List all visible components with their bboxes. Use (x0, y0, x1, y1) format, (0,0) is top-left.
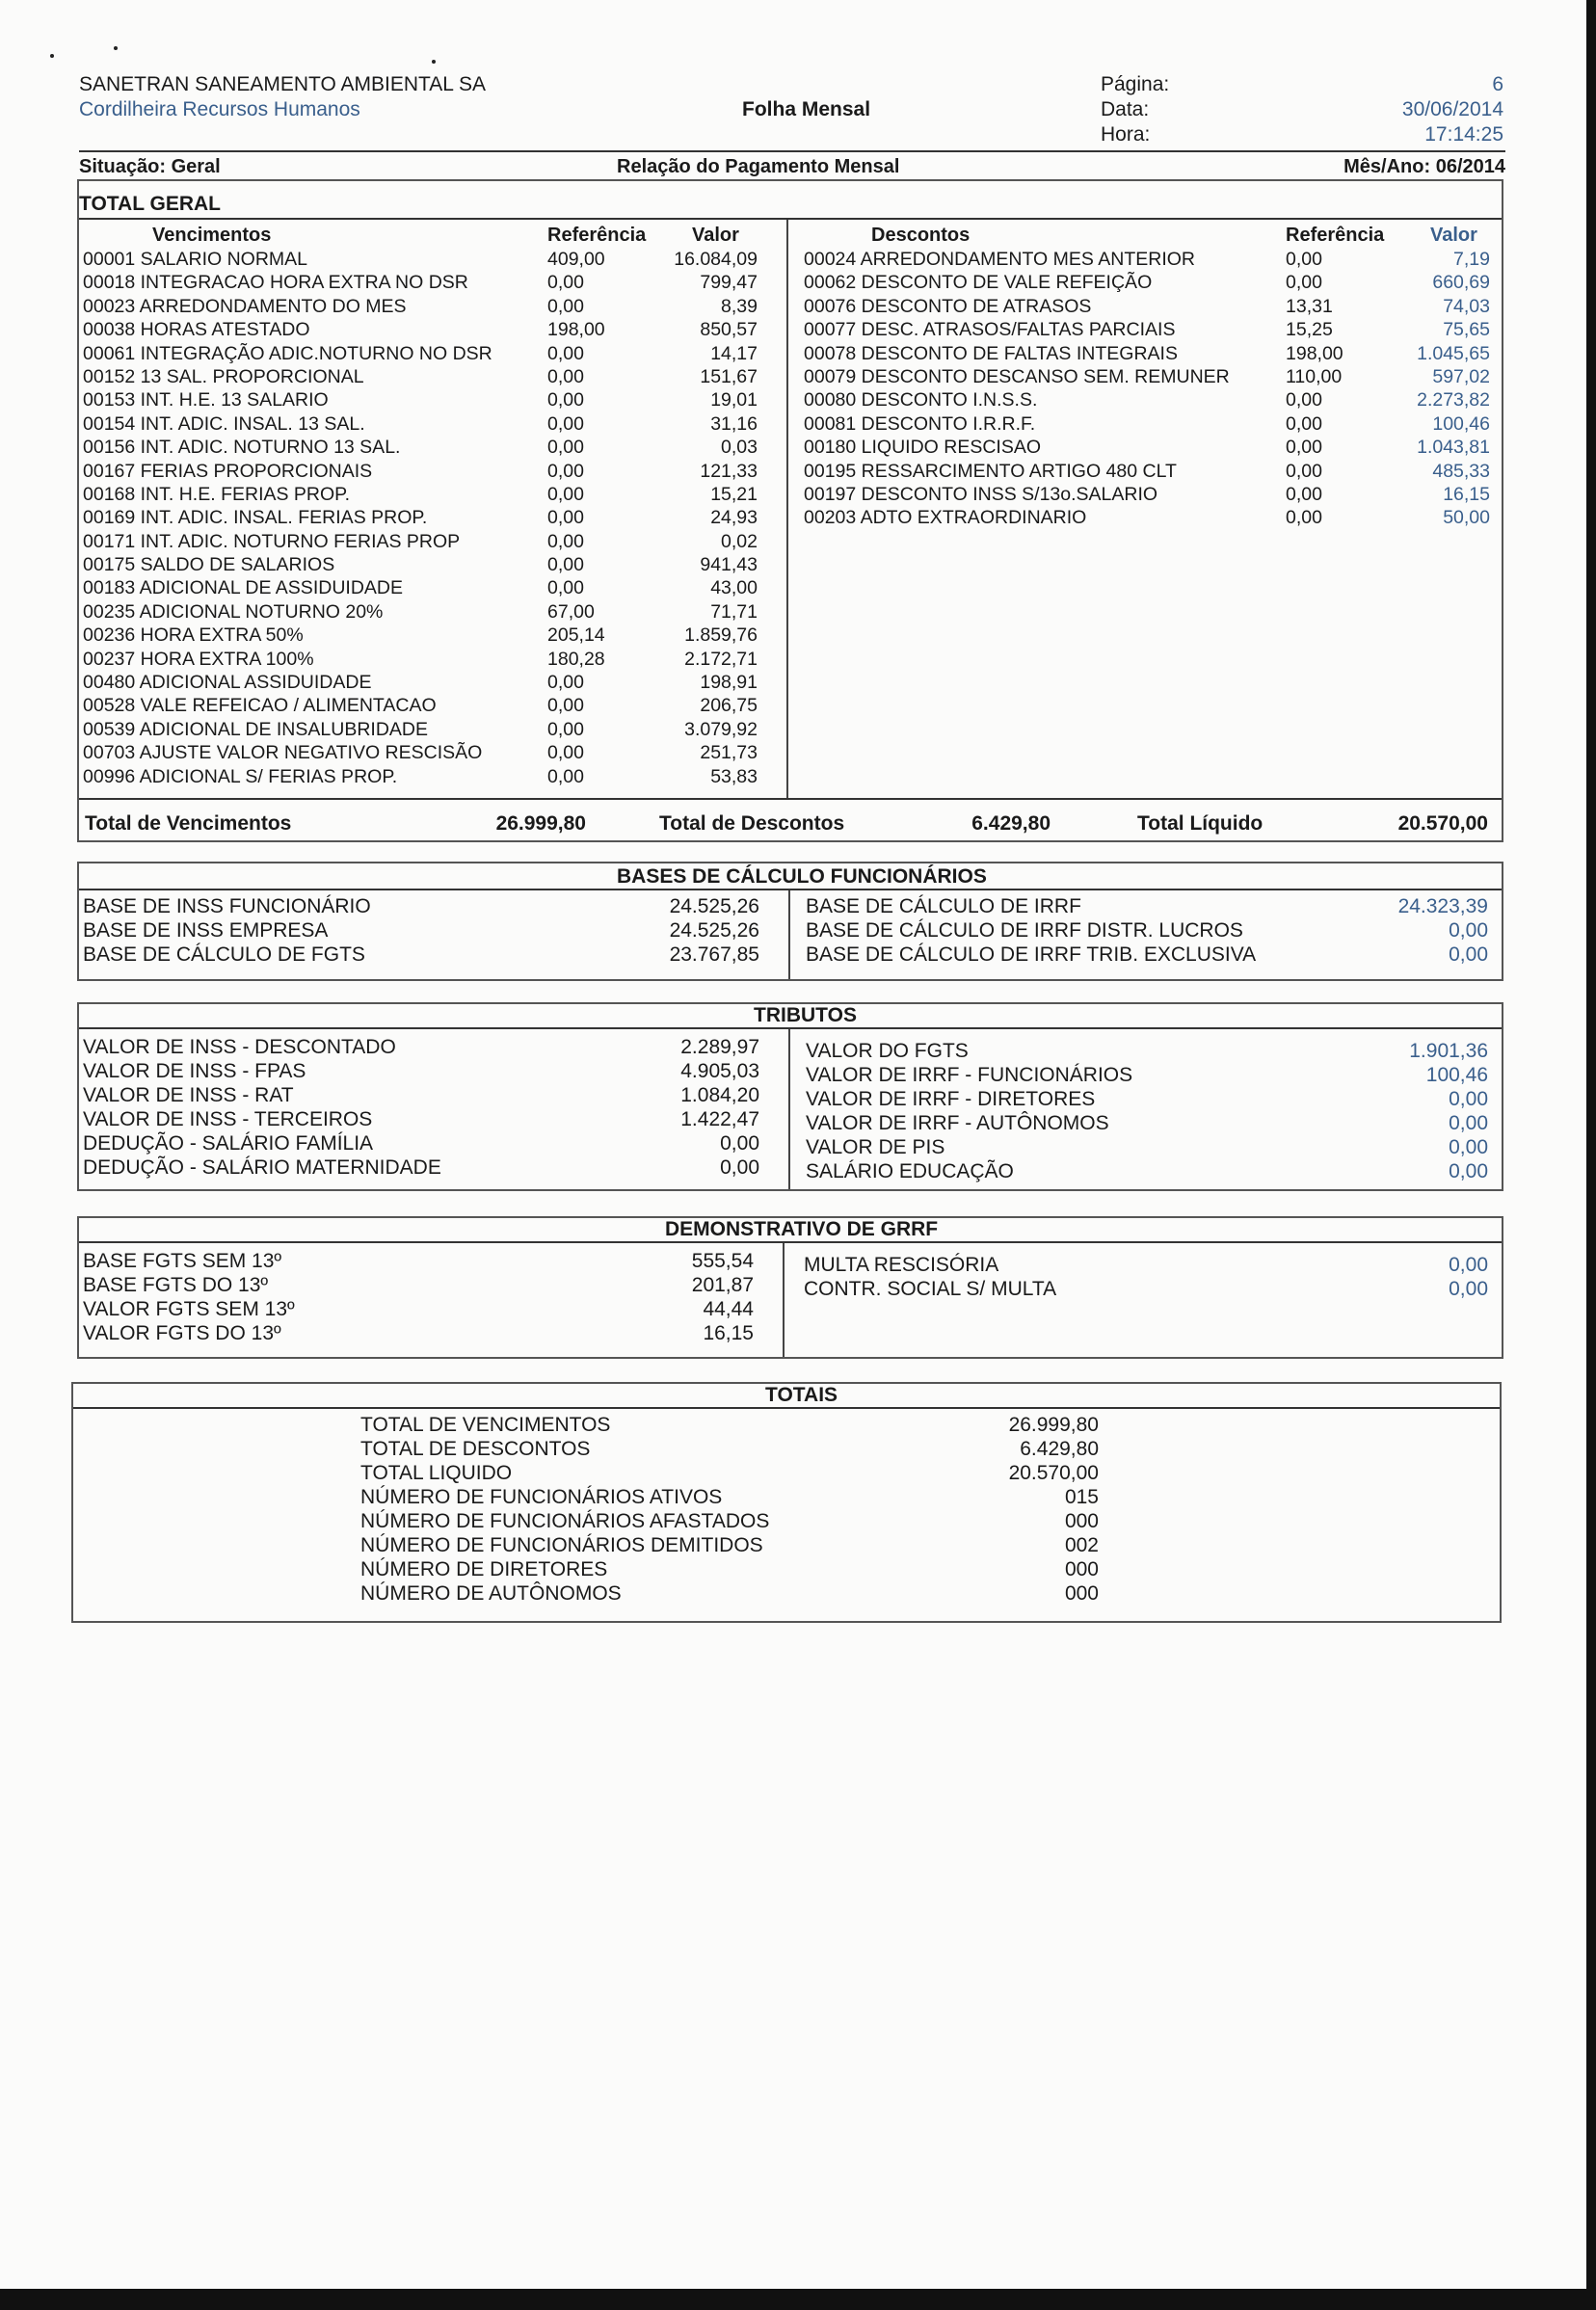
item-label: VALOR DE IRRF - AUTÔNOMOS (806, 1112, 1109, 1134)
item-value: 44,44 (703, 1298, 754, 1320)
table-row (804, 342, 1490, 365)
desconto-val: 1.045,65 (1417, 342, 1490, 364)
item-value: 24.323,39 (1397, 895, 1488, 917)
desconto-desc: 00203 ADTO EXTRAORDINARIO (804, 507, 1087, 529)
item-label: DEDUÇÃO - SALÁRIO FAMÍLIA (83, 1132, 374, 1155)
company-name: SANETRAN SANEAMENTO AMBIENTAL SA (79, 73, 487, 95)
list-item (806, 1135, 1488, 1159)
list-item (806, 918, 1488, 943)
item-value: 0,00 (720, 1156, 759, 1179)
vencimento-desc: 00168 INT. H.E. FERIAS PROP. (83, 483, 351, 505)
vencimento-desc: 00528 VALE REFEICAO / ALIMENTACAO (83, 695, 437, 717)
item-label: VALOR DE IRRF - DIRETORES (806, 1088, 1096, 1110)
relation-title: Relação do Pagamento Mensal (617, 156, 900, 177)
table-row (804, 460, 1490, 483)
vencimento-val: 941,43 (700, 554, 758, 576)
item-label: BASE DE CÁLCULO DE IRRF TRIB. EXCLUSIVA (806, 943, 1257, 966)
vencimento-val: 71,71 (710, 600, 758, 623)
desconto-desc: 00078 DESCONTO DE FALTAS INTEGRAIS (804, 342, 1178, 364)
desconto-desc: 00195 RESSARCIMENTO ARTIGO 480 CLT (804, 460, 1177, 482)
item-value: 1.084,20 (680, 1084, 759, 1106)
scan-speck (432, 60, 436, 64)
table-row (83, 648, 758, 671)
total-vencimentos-label: Total de Vencimentos (85, 812, 292, 835)
table-row (83, 624, 758, 647)
list-item (806, 1111, 1488, 1135)
item-label: BASE DE INSS EMPRESA (83, 919, 329, 942)
desconto-ref: 198,00 (1286, 342, 1343, 364)
list-item (83, 1131, 759, 1155)
item-value: 16,15 (703, 1322, 754, 1344)
list-item (360, 1557, 1099, 1581)
tributos-column-divider (788, 1029, 790, 1189)
totais-title: TOTAIS (765, 1384, 838, 1406)
list-item (360, 1413, 1099, 1437)
grrf-column-divider (783, 1243, 785, 1357)
item-label: VALOR FGTS DO 13º (83, 1322, 281, 1344)
scan-edge-shadow (1586, 0, 1596, 2310)
vencimento-desc: 00154 INT. ADIC. INSAL. 13 SAL. (83, 412, 365, 435)
item-value: 201,87 (691, 1274, 754, 1296)
item-label: VALOR DE INSS - TERCEIROS (83, 1108, 373, 1130)
vencimento-val: 53,83 (710, 765, 758, 787)
item-value: 000 (1064, 1510, 1099, 1532)
vencimento-ref: 0,00 (547, 507, 584, 529)
table-row (804, 271, 1490, 294)
vencimento-ref: 0,00 (547, 672, 584, 694)
vencimento-ref: 0,00 (547, 437, 584, 459)
totals-line-divider (79, 798, 1502, 800)
vencimento-desc: 00236 HORA EXTRA 50% (83, 624, 304, 647)
item-label: BASE DE CÁLCULO DE FGTS (83, 943, 365, 966)
vencimento-val: 3.079,92 (684, 718, 758, 740)
desconto-val: 100,46 (1432, 412, 1490, 435)
month-year: Mês/Ano: 06/2014 (1343, 156, 1505, 177)
scan-speck (114, 46, 118, 50)
table-row (83, 365, 758, 388)
item-value: 0,00 (1449, 1160, 1488, 1182)
grrf-title: DEMONSTRATIVO DE GRRF (665, 1218, 939, 1240)
item-label: NÚMERO DE FUNCIONÁRIOS AFASTADOS (360, 1510, 770, 1532)
header-divider (79, 150, 1505, 152)
desconto-desc: 00062 DESCONTO DE VALE REFEIÇÃO (804, 272, 1153, 294)
item-label: BASE DE CÁLCULO DE IRRF DISTR. LUCROS (806, 919, 1243, 942)
item-value: 555,54 (691, 1250, 754, 1272)
vencimentos-ref-header: Referência (547, 225, 647, 246)
list-item (804, 1253, 1488, 1277)
table-row (804, 506, 1490, 529)
item-label: VALOR DE IRRF - FUNCIONÁRIOS (806, 1064, 1133, 1086)
vencimento-ref: 0,00 (547, 295, 584, 317)
item-value: 002 (1064, 1534, 1099, 1556)
vencimento-val: 1.859,76 (684, 624, 758, 647)
list-item (83, 1059, 759, 1083)
table-row (83, 436, 758, 459)
list-item (806, 943, 1488, 967)
vencimento-val: 15,21 (710, 483, 758, 505)
item-label: BASE DE CÁLCULO DE IRRF (806, 895, 1081, 917)
vencimento-ref: 205,14 (547, 624, 605, 647)
item-value: 0,00 (1449, 1278, 1488, 1300)
desconto-desc: 00197 DESCONTO INSS S/13o.SALARIO (804, 483, 1158, 505)
bases-right-list (806, 894, 1488, 967)
vencimento-desc: 00156 INT. ADIC. NOTURNO 13 SAL. (83, 437, 401, 459)
desconto-desc: 00081 DESCONTO I.R.R.F. (804, 412, 1036, 435)
list-item (360, 1437, 1099, 1461)
vencimento-val: 0,02 (721, 530, 758, 552)
table-row (804, 365, 1490, 388)
table-row (83, 553, 758, 576)
vencimento-ref: 0,00 (547, 342, 584, 364)
vencimento-ref: 0,00 (547, 718, 584, 740)
item-label: CONTR. SOCIAL S/ MULTA (804, 1278, 1057, 1300)
desconto-desc: 00024 ARREDONDAMENTO MES ANTERIOR (804, 249, 1195, 270)
bases-title: BASES DE CÁLCULO FUNCIONÁRIOS (617, 865, 987, 888)
list-item (360, 1581, 1099, 1606)
page-label: Página: (1101, 73, 1170, 95)
list-item (83, 1297, 754, 1321)
vencimento-ref: 0,00 (547, 460, 584, 482)
table-row (83, 318, 758, 341)
vencimento-desc: 00167 FERIAS PROPORCIONAIS (83, 460, 373, 482)
desconto-val: 16,15 (1443, 483, 1490, 505)
desconto-desc: 00077 DESC. ATRASOS/FALTAS PARCIAIS (804, 319, 1176, 341)
desconto-val: 1.043,81 (1417, 437, 1490, 459)
item-value: 24.525,26 (669, 919, 759, 942)
grrf-divider (79, 1241, 1502, 1243)
item-value: 0,00 (1449, 1088, 1488, 1110)
vencimento-val: 19,01 (710, 389, 758, 412)
item-label: NÚMERO DE AUTÔNOMOS (360, 1582, 622, 1605)
item-label: SALÁRIO EDUCAÇÃO (806, 1160, 1014, 1182)
date-label: Data: (1101, 98, 1150, 120)
list-item (83, 1321, 754, 1345)
desconto-ref: 0,00 (1286, 437, 1322, 459)
item-label: VALOR DE INSS - RAT (83, 1084, 294, 1106)
table-row (804, 318, 1490, 341)
total-liquido-label: Total Líquido (1137, 812, 1264, 835)
table-row (83, 506, 758, 529)
total-liquido-value: 20.570,00 (1397, 812, 1488, 835)
vencimento-ref: 0,00 (547, 554, 584, 576)
item-value: 0,00 (720, 1132, 759, 1155)
item-value: 0,00 (1449, 943, 1488, 966)
vencimento-val: 0,03 (721, 437, 758, 459)
desconto-desc: 00079 DESCONTO DESCANSO SEM. REMUNER (804, 365, 1230, 387)
list-item (83, 918, 759, 943)
date-value: 30/06/2014 (1401, 98, 1503, 120)
desconto-ref: 0,00 (1286, 249, 1322, 270)
descontos-header: Descontos (871, 225, 971, 246)
item-value: 000 (1064, 1582, 1099, 1605)
desconto-desc: 00180 LIQUIDO RESCISAO (804, 437, 1042, 459)
table-row (83, 741, 758, 764)
bases-divider (79, 889, 1502, 890)
table-row (804, 388, 1490, 412)
descontos-val-header: Valor (1430, 225, 1477, 246)
descontos-ref-header: Referência (1286, 225, 1385, 246)
bases-column-divider (788, 890, 790, 979)
vencimento-desc: 00183 ADICIONAL DE ASSIDUIDADE (83, 577, 403, 599)
vencimento-val: 31,16 (710, 412, 758, 435)
desconto-val: 2.273,82 (1417, 389, 1490, 412)
list-item (806, 1063, 1488, 1087)
item-value: 20.570,00 (1008, 1462, 1099, 1484)
desconto-val: 7,19 (1453, 249, 1490, 270)
list-item (360, 1509, 1099, 1533)
grrf-right-list (804, 1253, 1488, 1301)
desconto-val: 597,02 (1432, 365, 1490, 387)
item-label: VALOR DE PIS (806, 1136, 945, 1158)
table-row (83, 718, 758, 741)
table-row (83, 483, 758, 506)
desconto-ref: 13,31 (1286, 295, 1333, 317)
item-value: 100,46 (1425, 1064, 1488, 1086)
list-item (806, 1159, 1488, 1183)
table-row (83, 576, 758, 599)
scan-speck (50, 54, 54, 58)
totais-divider (73, 1407, 1500, 1409)
vencimento-desc: 00237 HORA EXTRA 100% (83, 648, 314, 670)
vencimentos-val-header: Valor (692, 225, 739, 246)
vencimentos-header: Vencimentos (152, 225, 272, 246)
table-row (83, 671, 758, 694)
total-geral-divider (79, 218, 1502, 220)
list-item (83, 1107, 759, 1131)
vencimento-ref: 0,00 (547, 530, 584, 552)
vencimento-val: 206,75 (700, 695, 758, 717)
table-row (83, 694, 758, 717)
item-value: 23.767,85 (669, 943, 759, 966)
item-label: DEDUÇÃO - SALÁRIO MATERNIDADE (83, 1156, 441, 1179)
vencimento-desc: 00023 ARREDONDAMENTO DO MES (83, 295, 407, 317)
total-geral-title: TOTAL GERAL (79, 193, 221, 215)
vencimento-val: 14,17 (710, 342, 758, 364)
totais-list (360, 1413, 1099, 1606)
vencimento-val: 43,00 (710, 577, 758, 599)
table-row (804, 436, 1490, 459)
department-name: Cordilheira Recursos Humanos (79, 98, 360, 120)
vencimento-val: 799,47 (700, 272, 758, 294)
table-row (83, 388, 758, 412)
desconto-ref: 0,00 (1286, 272, 1322, 294)
table-row (83, 765, 758, 788)
item-value: 0,00 (1449, 1254, 1488, 1276)
desconto-ref: 0,00 (1286, 507, 1322, 529)
total-descontos-label: Total de Descontos (659, 812, 845, 835)
item-label: VALOR DE INSS - FPAS (83, 1060, 306, 1082)
list-item (83, 1273, 754, 1297)
total-descontos-value: 6.429,80 (971, 812, 1051, 835)
total-vencimentos-value: 26.999,80 (495, 812, 586, 835)
table-row (83, 460, 758, 483)
vencimento-ref: 180,28 (547, 648, 605, 670)
vencimento-desc: 00061 INTEGRAÇÃO ADIC.NOTURNO NO DSR (83, 342, 492, 364)
item-label: VALOR FGTS SEM 13º (83, 1298, 295, 1320)
item-label: NÚMERO DE FUNCIONÁRIOS ATIVOS (360, 1486, 723, 1508)
tributos-divider (79, 1027, 1502, 1029)
item-value: 24.525,26 (669, 895, 759, 917)
tributos-left-list (83, 1035, 759, 1180)
list-item (83, 1155, 759, 1180)
bases-left-list (83, 894, 759, 967)
desconto-ref: 0,00 (1286, 389, 1322, 412)
item-value: 1.422,47 (680, 1108, 759, 1130)
vencimento-val: 121,33 (700, 460, 758, 482)
vencimento-desc: 00539 ADICIONAL DE INSALUBRIDADE (83, 718, 428, 740)
vencimento-desc: 00018 INTEGRACAO HORA EXTRA NO DSR (83, 272, 468, 294)
desconto-val: 660,69 (1432, 272, 1490, 294)
table-row (83, 342, 758, 365)
item-label: NÚMERO DE FUNCIONÁRIOS DEMITIDOS (360, 1534, 763, 1556)
list-item (360, 1461, 1099, 1485)
page-number: 6 (1492, 73, 1503, 95)
report-title: Folha Mensal (742, 98, 871, 120)
table-row (804, 412, 1490, 436)
vencimento-val: 24,93 (710, 507, 758, 529)
list-item (83, 1083, 759, 1107)
desconto-ref: 15,25 (1286, 319, 1333, 341)
vencimento-ref: 0,00 (547, 742, 584, 764)
table-row (83, 271, 758, 294)
list-item (360, 1485, 1099, 1509)
columns-divider (786, 220, 788, 798)
item-label: BASE FGTS SEM 13º (83, 1250, 282, 1272)
list-item (806, 894, 1488, 918)
item-label: VALOR DE INSS - DESCONTADO (83, 1036, 396, 1058)
table-row (804, 483, 1490, 506)
vencimento-ref: 0,00 (547, 365, 584, 387)
vencimento-desc: 00703 AJUSTE VALOR NEGATIVO RESCISÃO (83, 742, 483, 764)
list-item (806, 1087, 1488, 1111)
scan-bottom-shadow (0, 2289, 1596, 2310)
table-row (804, 248, 1490, 271)
desconto-val: 485,33 (1432, 460, 1490, 482)
situation-label: Situação: Geral (79, 156, 221, 177)
desconto-desc: 00080 DESCONTO I.N.S.S. (804, 389, 1038, 412)
list-item (83, 943, 759, 967)
vencimento-ref: 0,00 (547, 272, 584, 294)
vencimento-desc: 00153 INT. H.E. 13 SALARIO (83, 389, 329, 412)
item-value: 000 (1064, 1558, 1099, 1580)
item-value: 26.999,80 (1008, 1414, 1099, 1436)
vencimento-desc: 00235 ADICIONAL NOTURNO 20% (83, 600, 384, 623)
vencimento-ref: 409,00 (547, 249, 605, 270)
table-row (83, 600, 758, 624)
vencimento-ref: 198,00 (547, 319, 605, 341)
desconto-val: 75,65 (1443, 319, 1490, 341)
desconto-ref: 0,00 (1286, 483, 1322, 505)
list-item (360, 1533, 1099, 1557)
vencimento-val: 198,91 (700, 672, 758, 694)
vencimento-val: 151,67 (700, 365, 758, 387)
grrf-left-list (83, 1249, 754, 1345)
table-row (83, 530, 758, 553)
desconto-desc: 00076 DESCONTO DE ATRASOS (804, 295, 1092, 317)
vencimento-val: 251,73 (700, 742, 758, 764)
item-label: BASE FGTS DO 13º (83, 1274, 269, 1296)
vencimento-desc: 00996 ADICIONAL S/ FERIAS PROP. (83, 765, 398, 787)
vencimentos-list (83, 248, 758, 788)
time-label: Hora: (1101, 123, 1151, 146)
tributos-right-list (806, 1039, 1488, 1183)
item-value: 0,00 (1449, 919, 1488, 942)
item-value: 4.905,03 (680, 1060, 759, 1082)
vencimento-val: 16.084,09 (674, 249, 758, 270)
item-label: TOTAL DE VENCIMENTOS (360, 1414, 611, 1436)
vencimento-ref: 67,00 (547, 600, 595, 623)
table-row (83, 412, 758, 436)
desconto-ref: 0,00 (1286, 412, 1322, 435)
vencimento-desc: 00001 SALARIO NORMAL (83, 249, 308, 270)
vencimento-desc: 00171 INT. ADIC. NOTURNO FERIAS PROP (83, 530, 461, 552)
list-item (83, 1035, 759, 1059)
vencimento-ref: 0,00 (547, 389, 584, 412)
vencimento-ref: 0,00 (547, 765, 584, 787)
vencimento-ref: 0,00 (547, 483, 584, 505)
vencimento-desc: 00480 ADICIONAL ASSIDUIDADE (83, 672, 372, 694)
vencimento-desc: 00152 13 SAL. PROPORCIONAL (83, 365, 364, 387)
vencimento-desc: 00169 INT. ADIC. INSAL. FERIAS PROP. (83, 507, 428, 529)
table-row (83, 295, 758, 318)
item-label: VALOR DO FGTS (806, 1040, 969, 1062)
item-value: 2.289,97 (680, 1036, 759, 1058)
table-row (83, 248, 758, 271)
vencimento-ref: 0,00 (547, 695, 584, 717)
item-value: 0,00 (1449, 1112, 1488, 1134)
list-item (806, 1039, 1488, 1063)
vencimento-desc: 00175 SALDO DE SALARIOS (83, 554, 335, 576)
item-label: TOTAL DE DESCONTOS (360, 1438, 591, 1460)
list-item (804, 1277, 1488, 1301)
vencimento-desc: 00038 HORAS ATESTADO (83, 319, 310, 341)
item-label: TOTAL LIQUIDO (360, 1462, 513, 1484)
table-row (804, 295, 1490, 318)
vencimento-val: 2.172,71 (684, 648, 758, 670)
desconto-val: 74,03 (1443, 295, 1490, 317)
item-label: MULTA RESCISÓRIA (804, 1254, 999, 1276)
desconto-val: 50,00 (1443, 507, 1490, 529)
item-value: 6.429,80 (1020, 1438, 1099, 1460)
item-value: 0,00 (1449, 1136, 1488, 1158)
item-value: 1.901,36 (1409, 1040, 1488, 1062)
tributos-title: TRIBUTOS (754, 1004, 857, 1026)
vencimento-ref: 0,00 (547, 412, 584, 435)
list-item (83, 1249, 754, 1273)
item-label: BASE DE INSS FUNCIONÁRIO (83, 895, 371, 917)
time-value: 17:14:25 (1424, 123, 1503, 146)
item-label: NÚMERO DE DIRETORES (360, 1558, 608, 1580)
vencimento-ref: 0,00 (547, 577, 584, 599)
list-item (83, 894, 759, 918)
desconto-ref: 110,00 (1286, 365, 1343, 387)
vencimento-val: 8,39 (721, 295, 758, 317)
descontos-list (804, 248, 1490, 530)
desconto-ref: 0,00 (1286, 460, 1322, 482)
vencimento-val: 850,57 (700, 319, 758, 341)
item-value: 015 (1064, 1486, 1099, 1508)
